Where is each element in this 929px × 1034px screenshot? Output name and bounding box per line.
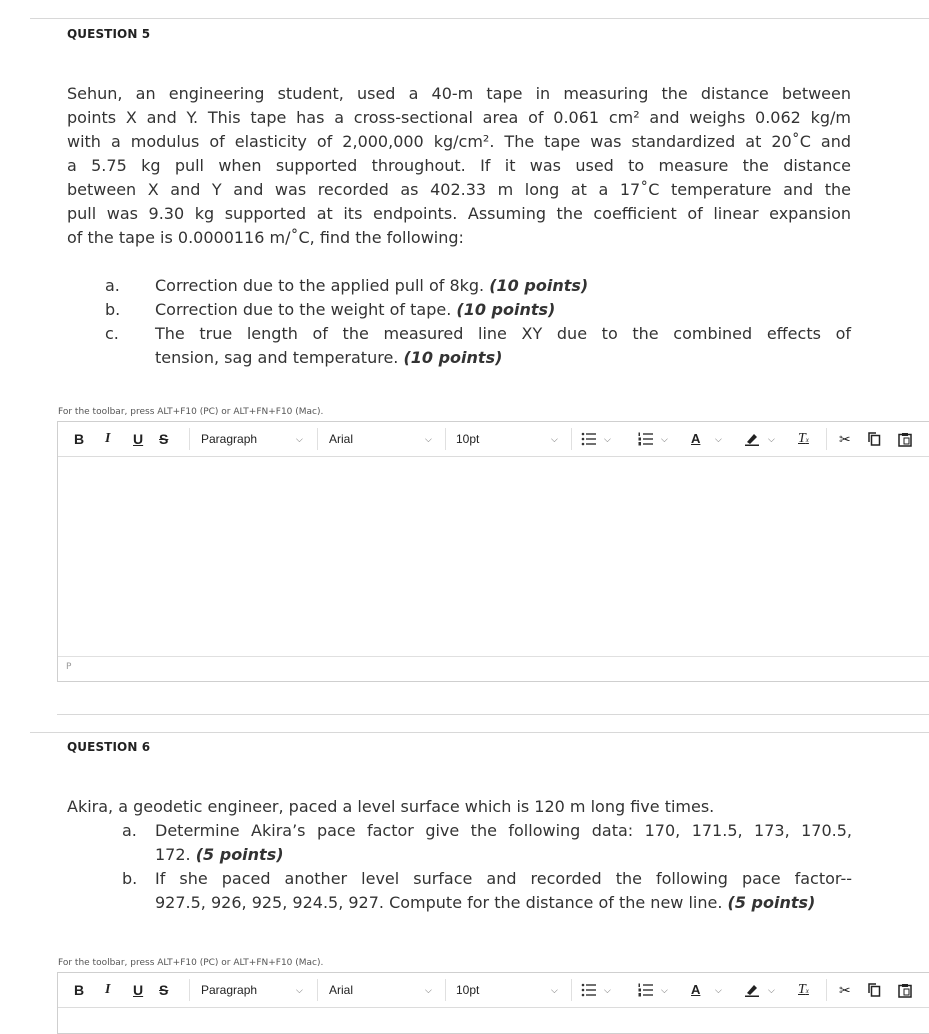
underline-button[interactable]: U [133, 982, 144, 998]
element-path: P [66, 662, 72, 672]
q6-intro-line: Akira, a geodetic engineer, paced a level surface which is 120 m long five times. [67, 797, 715, 816]
paste-icon[interactable] [898, 983, 912, 998]
clear-formatting-button[interactable]: Tx [798, 431, 809, 446]
chevron-down-icon[interactable]: ⌵ [768, 434, 775, 444]
italic-button[interactable]: I [105, 982, 111, 997]
chevron-down-icon[interactable]: ⌵ [296, 434, 303, 444]
clear-formatting-label: T [798, 431, 806, 446]
q5-line: of the tape is 0.0000116 m/˚C, find the following: [67, 228, 464, 247]
list-item [105, 298, 851, 322]
editor-toolbar [58, 422, 929, 457]
toolbar-divider [317, 428, 318, 450]
item-marker: a. [122, 821, 137, 840]
item-text: Correction due to the weight of tape. [155, 300, 457, 319]
q5-line: points X and Y. This tape has a cross-sectional area of 0.061 cm² and weighs 0.062 kg/m [67, 108, 851, 127]
question-6-intro [67, 795, 851, 819]
item-text: Determine Akira’s pace factor give the following data: 170, 171.5, 173, 170.5, [155, 821, 852, 840]
highlight-color-icon[interactable] [744, 983, 760, 997]
item-marker: b. [105, 300, 121, 319]
toolbar-divider [571, 428, 572, 450]
chevron-down-icon[interactable]: ⌵ [768, 985, 775, 995]
numbered-list-icon[interactable] [638, 432, 654, 446]
q5-line: between X and Y and was recorded as 402.33 m long at a 17˚C temperature and the [67, 180, 851, 199]
block-format-select[interactable]: Paragraph [201, 432, 258, 446]
chevron-down-icon[interactable]: ⌵ [425, 985, 432, 995]
item-text: 172. [155, 845, 196, 864]
question-5-items [105, 274, 851, 370]
answer-text-area[interactable] [58, 457, 929, 656]
clear-formatting-button[interactable]: Tx [798, 982, 809, 997]
top-divider [30, 18, 929, 19]
bold-button[interactable]: B [74, 431, 85, 447]
list-item [122, 867, 852, 915]
chevron-down-icon[interactable]: ⌵ [551, 434, 558, 444]
chevron-down-icon[interactable]: ⌵ [296, 985, 303, 995]
chevron-down-icon[interactable]: ⌵ [715, 985, 722, 995]
toolbar-hint: For the toolbar, press ALT+F10 (PC) or ALT+FN+F10 (Mac). [58, 958, 324, 968]
list-item [122, 819, 852, 867]
font-family-select[interactable]: Arial [329, 432, 354, 446]
answer-editor-q6[interactable] [57, 972, 929, 1034]
font-size-select[interactable]: 10pt [456, 983, 480, 997]
item-text: The true length of the measured line XY due to the combined effects of [155, 324, 851, 343]
toolbar-divider [445, 979, 446, 1001]
item-text: If she paced another level surface and recorded the following pace factor-- [155, 869, 852, 888]
copy-icon[interactable] [868, 432, 882, 446]
strikethrough-button[interactable]: S [159, 431, 169, 447]
answer-editor-q5[interactable] [57, 421, 929, 682]
chevron-down-icon[interactable]: ⌵ [604, 434, 611, 444]
bullet-list-icon[interactable] [581, 432, 597, 446]
chevron-down-icon[interactable]: ⌵ [425, 434, 432, 444]
item-points: (5 points) [195, 845, 284, 864]
editor-status-bar [58, 656, 929, 681]
bullet-list-icon[interactable] [581, 983, 597, 997]
section-divider [30, 732, 929, 733]
toolbar-hint: For the toolbar, press ALT+F10 (PC) or ALT+FN+F10 (Mac). [58, 407, 324, 417]
item-marker: c. [105, 324, 119, 343]
question-5-text [67, 82, 851, 250]
q5-line: Sehun, an engineering student, used a 40-m tape in measuring the distance between [67, 84, 851, 103]
underline-button[interactable]: U [133, 431, 144, 447]
item-marker: b. [122, 869, 138, 888]
item-points: (10 points) [489, 276, 589, 295]
font-size-select[interactable]: 10pt [456, 432, 480, 446]
q5-line: pull was 9.30 kg supported at its endpoints. Assuming the coefficient of linear expansion [67, 204, 851, 223]
toolbar-divider [317, 979, 318, 1001]
font-family-select[interactable]: Arial [329, 983, 354, 997]
chevron-down-icon[interactable]: ⌵ [661, 434, 668, 444]
q5-line: a 5.75 kg pull when supported throughout. If it was used to measure the distance [67, 156, 851, 175]
toolbar-divider [189, 979, 190, 1001]
strikethrough-button[interactable]: S [159, 982, 169, 998]
numbered-list-icon[interactable] [638, 983, 654, 997]
item-points: (5 points) [727, 893, 816, 912]
item-text: 927.5, 926, 925, 924.5, 927. Compute for the distance of the new line. [155, 893, 728, 912]
toolbar-divider [826, 979, 827, 1001]
q5-line: with a modulus of elasticity of 2,000,000 kg/cm². The tape was standardized at 20˚C and [67, 132, 851, 151]
toolbar-divider [189, 428, 190, 450]
highlight-color-icon[interactable] [744, 432, 760, 446]
item-marker: a. [105, 276, 120, 295]
toolbar-divider [826, 428, 827, 450]
paste-icon[interactable] [898, 432, 912, 447]
question-5-label: QUESTION 5 [67, 27, 151, 41]
chevron-down-icon[interactable]: ⌵ [604, 985, 611, 995]
text-color-button[interactable]: A [691, 982, 701, 997]
editor-toolbar [58, 973, 929, 1008]
item-points: (10 points) [456, 300, 556, 319]
chevron-down-icon[interactable]: ⌵ [661, 985, 668, 995]
text-color-button[interactable]: A [691, 431, 701, 446]
bold-button[interactable]: B [74, 982, 85, 998]
question-6-items [122, 819, 852, 915]
cut-icon[interactable]: ✂ [839, 982, 851, 998]
block-format-select[interactable]: Paragraph [201, 983, 258, 997]
list-item [105, 274, 851, 298]
chevron-down-icon[interactable]: ⌵ [715, 434, 722, 444]
chevron-down-icon[interactable]: ⌵ [551, 985, 558, 995]
list-item [105, 322, 851, 370]
item-points: (10 points) [403, 348, 503, 367]
toolbar-divider [445, 428, 446, 450]
copy-icon[interactable] [868, 983, 882, 997]
item-text: tension, sag and temperature. [155, 348, 404, 367]
italic-button[interactable]: I [105, 431, 111, 446]
cut-icon[interactable]: ✂ [839, 431, 851, 447]
clear-formatting-label: T [798, 982, 806, 997]
item-text: Correction due to the applied pull of 8kg. [155, 276, 490, 295]
section-divider [57, 714, 929, 715]
toolbar-divider [571, 979, 572, 1001]
question-6-label: QUESTION 6 [67, 740, 151, 754]
